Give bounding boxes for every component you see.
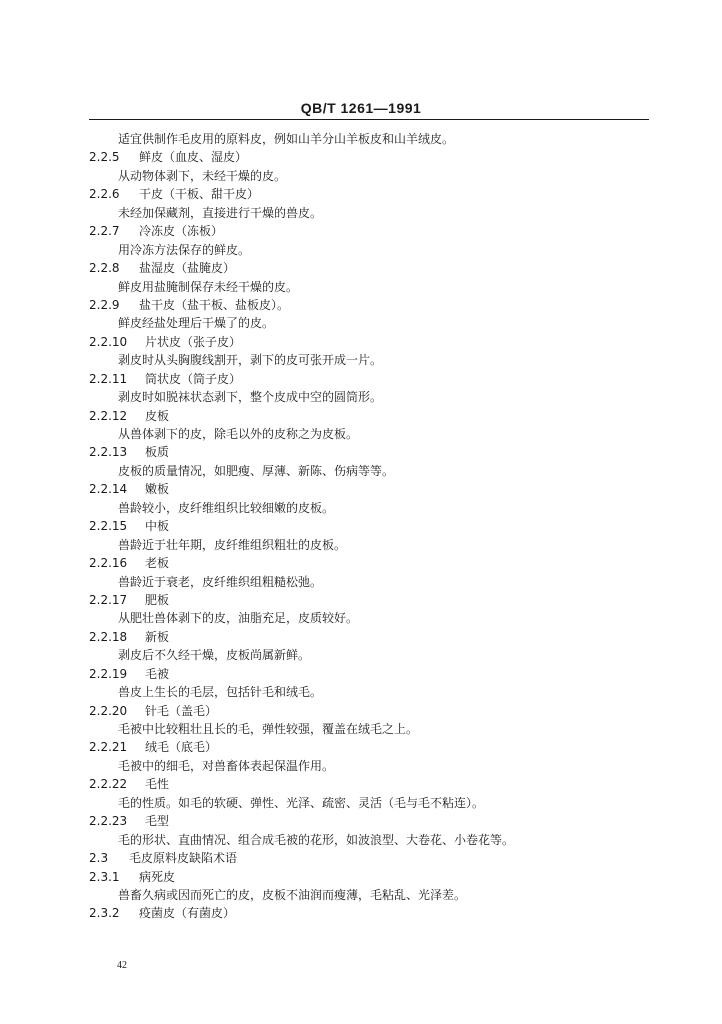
- entry-number: 2.2.22: [89, 777, 128, 792]
- entry-heading: [89, 775, 649, 793]
- entry-term: 绒毛（底毛）: [145, 740, 218, 755]
- entry-number: 2.2.19: [89, 666, 128, 681]
- entry-heading: [89, 148, 649, 166]
- entry-number: 2.2.10: [89, 334, 128, 349]
- header-rule: [89, 119, 649, 120]
- entry-description: 从兽体剥下的皮，除毛以外的皮称之为皮板。: [118, 427, 359, 441]
- entry-term: 毛型: [145, 814, 170, 829]
- entry-heading: [89, 480, 649, 498]
- entry-term: 冷冻皮（冻板）: [139, 224, 224, 239]
- entry-heading: [89, 370, 649, 388]
- entry-number: 2.2.23: [89, 814, 128, 829]
- entry-term: 干皮（干板、甜干皮）: [139, 187, 260, 202]
- entry-heading: [89, 904, 649, 922]
- entry-number: 2.2.14: [89, 482, 128, 497]
- entry-description: 皮板的质量情况，如肥瘦、厚薄、新陈、伤病等等。: [118, 463, 395, 478]
- entry-heading: [89, 591, 649, 609]
- entry-description: 毛的形状、直曲情况、组合成毛被的花形，如波浪型、大卷花、小卷花等。: [118, 832, 515, 847]
- entry-term: 毛被: [145, 666, 170, 681]
- section-number: 2.3: [89, 851, 109, 866]
- entry-heading: [89, 443, 649, 461]
- entry-description: 从肥壮兽体剥下的皮，油脂充足，皮质较好。: [118, 611, 359, 626]
- entry-term: 病死皮: [139, 869, 176, 884]
- entry-number: 2.2.21: [89, 740, 128, 755]
- entry-heading: [89, 259, 649, 277]
- entry-heading: [89, 333, 649, 351]
- entry-heading: [89, 222, 649, 240]
- entry-term: 皮板: [145, 408, 170, 423]
- entry-description: 从动物体剥下，未经干燥的皮。: [118, 168, 287, 183]
- entry-heading: [89, 738, 649, 756]
- entry-term: 新板: [145, 629, 170, 644]
- entry-description: 用冷冻方法保存的鲜皮。: [118, 242, 251, 257]
- entry-term: 盐干皮（盐干板、盐板皮）。: [139, 297, 290, 312]
- entry-description: 兽龄近于衰老，皮纤维织组粗糙松弛。: [118, 574, 323, 589]
- entry-number: 2.2.8: [89, 261, 120, 276]
- entry-term: 针毛（盖毛）: [145, 703, 218, 718]
- entry-number: 2.3.1: [89, 869, 120, 884]
- entry-term: 板质: [145, 445, 170, 460]
- entry-term: 嫩板: [145, 482, 170, 497]
- entry-description: 剥皮时从头胸腹线割开，剥下的皮可张开成一片。: [118, 353, 383, 368]
- entry-description: 未经加保藏剂，直接进行干燥的兽皮。: [118, 205, 323, 220]
- entry-number: 2.2.18: [89, 629, 128, 644]
- document-body: [89, 130, 649, 923]
- entry-heading: [89, 296, 649, 314]
- entry-number: 2.2.12: [89, 408, 128, 423]
- entry-heading: [89, 868, 649, 886]
- entry-term: 疫菌皮（有菌皮）: [139, 906, 236, 921]
- entry-heading: [89, 812, 649, 830]
- entry-term: 片状皮（张子皮）: [145, 334, 242, 349]
- entry-term: 中板: [145, 519, 170, 534]
- entry-term: 筒状皮（筒子皮）: [145, 371, 242, 386]
- entry-term: 老板: [145, 556, 170, 571]
- entry-description: 剥皮时如脱袜状态剥下，整个皮成中空的圆筒形。: [118, 390, 383, 405]
- section-title: 毛皮原料皮缺陷术语: [129, 851, 238, 866]
- entry-number: 2.2.11: [89, 371, 128, 386]
- entry-number: 2.2.6: [89, 187, 120, 202]
- section-heading: [89, 849, 649, 867]
- entry-number: 2.2.13: [89, 445, 128, 460]
- entry-term: 毛性: [145, 777, 170, 792]
- entry-description: 剥皮后不久经干燥，皮板尚属新鲜。: [118, 648, 311, 663]
- standard-code-header: QB/T 1261—1991: [300, 100, 422, 116]
- entry-heading: [89, 665, 649, 683]
- entry-description: 兽龄近于壮年期，皮纤维组织粗壮的皮板。: [118, 537, 347, 552]
- entry-heading: [89, 554, 649, 572]
- entry-term: 盐湿皮（盐腌皮）: [139, 261, 236, 276]
- page-number: 42: [117, 960, 127, 971]
- entry-description: 毛的性质。如毛的软硬、弹性、光泽、疏密、灵活（毛与毛不粘连）。: [118, 795, 485, 810]
- entry-heading: [89, 185, 649, 203]
- entry-term: 鲜皮（血皮、湿皮）: [139, 150, 248, 165]
- entry-number: 2.2.5: [89, 150, 120, 165]
- entry-heading: [89, 517, 649, 535]
- entry-heading: [89, 702, 649, 720]
- entry-term: 肥板: [145, 592, 170, 607]
- entry-number: 2.2.17: [89, 592, 128, 607]
- lead-text: 适宜供制作毛皮用的原料皮，例如山羊分山羊板皮和山羊绒皮。: [118, 132, 455, 146]
- entry-number: 2.3.2: [89, 906, 120, 921]
- entry-description: 鲜皮经盐处理后干燥了的皮。: [118, 316, 275, 331]
- entry-number: 2.2.16: [89, 556, 128, 571]
- entry-description: 兽皮上生长的毛层，包括针毛和绒毛。: [118, 685, 323, 700]
- entry-number: 2.2.9: [89, 297, 120, 312]
- entry-description: 兽龄较小，皮纤维组织比较细嫩的皮板。: [118, 500, 335, 515]
- entry-heading: [89, 407, 649, 425]
- entry-number: 2.2.7: [89, 224, 120, 239]
- entry-number: 2.2.15: [89, 519, 128, 534]
- entry-description: 鲜皮用盐腌制保存未经干燥的皮。: [118, 279, 299, 294]
- entry-heading: [89, 628, 649, 646]
- entry-description: 兽畜久病或因而死亡的皮，皮板不油润而瘦薄，毛粘乱、光泽差。: [118, 887, 467, 902]
- entry-description: 毛被中的细毛，对兽畜体表起保温作用。: [118, 758, 335, 773]
- entry-description: 毛被中比较粗壮且长的毛，弹性较强，覆盖在绒毛之上。: [118, 722, 419, 736]
- entry-number: 2.2.20: [89, 703, 128, 718]
